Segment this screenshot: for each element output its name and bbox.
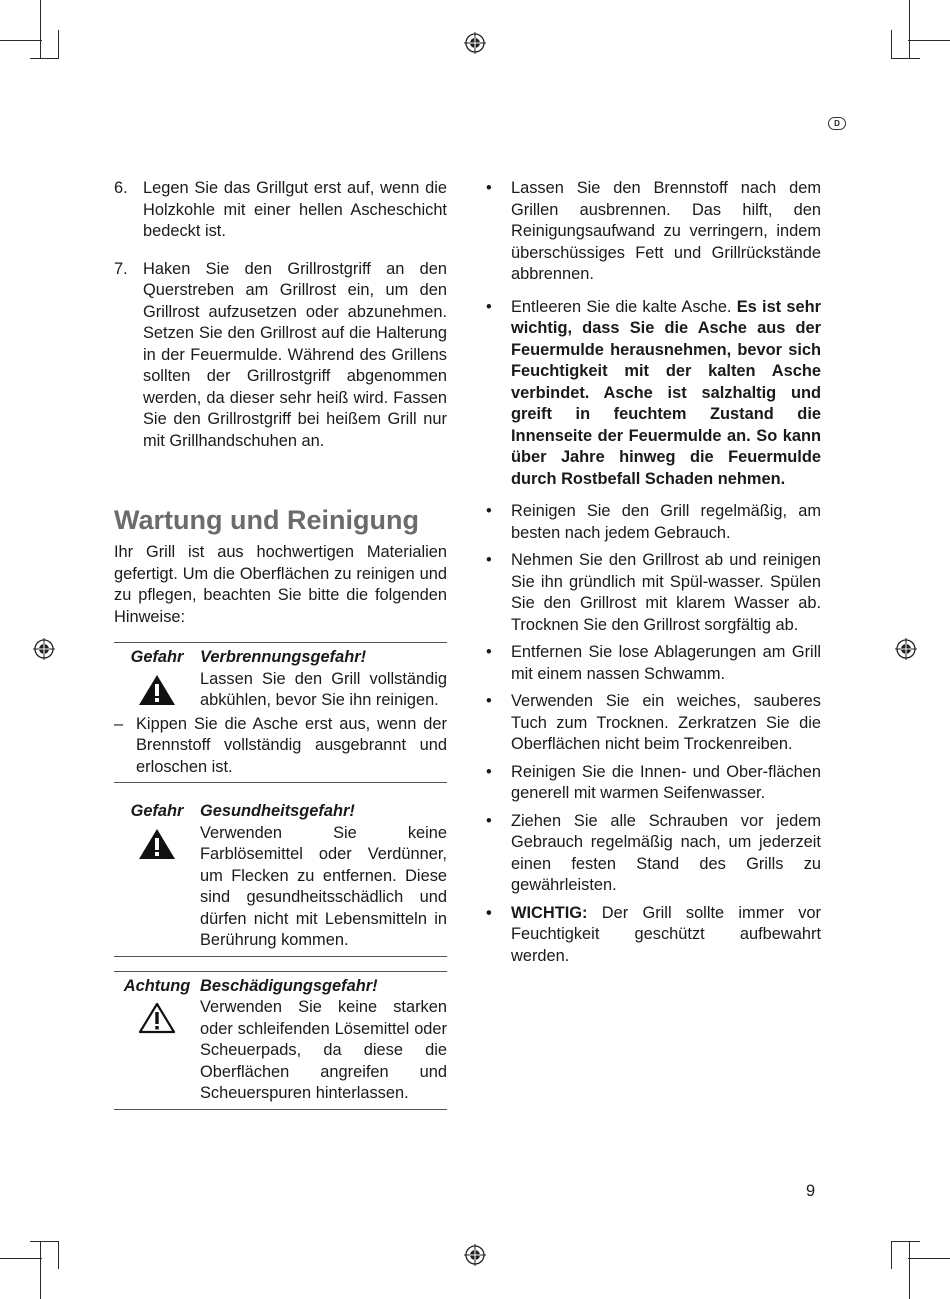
warning-text: Verwenden Sie keine Farblösemittel oder Verdünner, um Flecken zu entfernen. Diese sind gesundheitsschädlich und dürfen nicht mit Lebensmitteln in Berührung kommen. — [200, 823, 447, 949]
warning-triangle-icon — [138, 673, 176, 707]
warning-row — [114, 647, 447, 712]
list-item — [486, 550, 821, 636]
warning-text: Lassen Sie den Grill vollständig abkühlen, bevor Sie ihn reinigen. — [200, 669, 447, 709]
warning-dash-item — [114, 714, 447, 779]
warning-title: Gesundheitsgefahr! — [200, 802, 355, 820]
warning-kind: Gefahr — [130, 648, 184, 666]
warning-row — [114, 801, 447, 952]
list-item — [486, 903, 821, 968]
registration-mark-icon — [33, 638, 55, 660]
list-item — [486, 178, 821, 286]
numbered-step — [114, 178, 447, 243]
crop-mark — [909, 1241, 910, 1299]
list-item — [486, 642, 821, 685]
spacer — [114, 957, 447, 971]
list-item-text: Verwenden Sie ein weiches, sauberes Tuch zum Trocknen. Zerkratzen Sie die Oberflächen nicht beim Trockenreiben. — [511, 692, 821, 753]
bullet-marker: • — [486, 643, 492, 661]
caution-triangle-icon — [138, 1001, 176, 1035]
crop-mark — [891, 1241, 892, 1269]
warning-side — [114, 647, 200, 712]
warning-main — [200, 647, 447, 712]
page-number: 9 — [806, 1182, 816, 1200]
list-item-text: Ziehen Sie alle Schrauben vor jedem Gebrauch regelmäßig nach, um jederzeit einen festen Stand des Grills zu gewährleisten. — [511, 811, 821, 894]
warning-box-damage — [114, 971, 447, 1110]
list-item-text: Reinigen Sie den Grill regelmäßig, am besten nach jedem Gebrauch. — [511, 502, 821, 542]
crop-mark — [891, 58, 920, 59]
crop-mark — [0, 40, 42, 41]
crop-mark — [30, 1241, 59, 1242]
list-item — [486, 297, 821, 491]
list-item-text: Nehmen Sie den Grillrost ab und reinigen Sie ihn gründlich mit Spül-wasser. Spülen Sie den Grillrost mit klarem Wasser ab. Trocknen Sie den Grillrost sorgfältig ab. — [511, 551, 821, 634]
warning-main — [200, 976, 447, 1105]
warning-title: Verbrennungsgefahr! — [200, 648, 367, 666]
dash-text: Kippen Sie die Asche erst aus, wenn der Brennstoff vollständig ausgebrannt und erloschen ist. — [136, 714, 447, 776]
warning-triangle-icon — [138, 827, 176, 861]
registration-mark-icon — [464, 1244, 486, 1266]
list-item-text — [511, 903, 821, 968]
list-item-bold-prefix: WICHTIG: — [511, 903, 588, 922]
crop-mark — [909, 0, 910, 58]
crop-mark — [40, 0, 41, 58]
warning-main — [200, 801, 447, 952]
bullet-marker: • — [486, 297, 492, 316]
crop-mark — [908, 1258, 950, 1259]
list-item-text: Lassen Sie den Brennstoff nach dem Grillen ausbrennen. Das hilft, den Reinigungsaufwand zu verringern, indem überschüssiges Fett und Grillrückstände abbrennen. — [511, 179, 821, 283]
language-badge: D — [828, 117, 846, 130]
warning-side — [114, 976, 200, 1105]
step-number: 6. — [114, 179, 128, 197]
list-item-text: Entfernen Sie lose Ablagerungen am Grill mit einem nassen Schwamm. — [511, 643, 821, 683]
dash-marker: – — [114, 714, 124, 733]
right-column — [486, 178, 821, 973]
step-text: Legen Sie das Grillgut erst auf, wenn die Holzkohle mit einer hellen Ascheschicht bedeckt ist. — [143, 179, 447, 240]
list-item-text-regular: Der Grill sollte immer vor Feuchtigkeit geschützt aufbewahrt werden. — [511, 903, 821, 965]
crop-mark — [891, 1241, 920, 1242]
list-item — [486, 501, 821, 544]
bullet-marker: • — [486, 502, 492, 520]
warning-row — [114, 976, 447, 1105]
crop-mark — [40, 1241, 41, 1299]
section-intro: Ihr Grill ist aus hochwertigen Materialien gefertigt. Um die Oberflächen zu reinigen und zu pflegen, beachten Sie bitte die folgenden Hinweise: — [114, 543, 447, 626]
crop-mark — [30, 58, 59, 59]
numbered-step — [114, 259, 447, 453]
left-column — [114, 178, 447, 1110]
list-item — [486, 762, 821, 805]
list-item-text: Reinigen Sie die Innen- und Ober-flächen generell mit warmen Seifenwasser. — [511, 762, 821, 802]
bullet-marker: • — [486, 692, 492, 710]
warning-kind: Gefahr — [130, 802, 184, 820]
warning-box-health — [114, 783, 447, 957]
bullet-marker: • — [486, 811, 492, 830]
list-item-text — [511, 297, 821, 491]
list-item — [486, 691, 821, 756]
crop-mark — [58, 30, 59, 58]
step-number: 7. — [114, 259, 128, 278]
section-title: Wartung und Reinigung — [114, 505, 419, 535]
crop-mark — [891, 30, 892, 58]
list-item — [486, 811, 821, 897]
step-text: Haken Sie den Grillrostgriff an den Querstreben am Grillrost ein, um den Grillrost aufzusetzen oder abzunehmen. Setzen Sie den Grillrost auf die Halterung in der Feuermulde. Während des Grillens sollten der Grillrostgriff abgenommen werden, da dieser sehr heiß wird. Fassen Sie den Grillrostgriff bei heißem Grill nur mit Grillhandschuhen an. — [143, 259, 447, 450]
warning-box-burn — [114, 642, 447, 783]
warning-title: Beschädigungsgefahr! — [200, 976, 378, 995]
bullet-marker: • — [486, 179, 492, 197]
warning-kind: Achtung — [123, 976, 191, 995]
crop-mark — [908, 40, 950, 41]
list-item-text-bold: Es ist sehr wichtig, dass Sie die Asche aus der Feuermulde herausnehmen, bevor sich Feuchtigkeit mit der kalten Asche verbindet. Asche ist salzhaltig und greift in feuchtem Zustand die Innenseite der Feuermulde an. So kann über Jahre hinweg die Feuermulde durch Rostbefall Schaden nehmen. — [511, 297, 822, 488]
bullet-marker: • — [486, 762, 492, 781]
warning-side — [114, 801, 200, 952]
list-item-text-regular: Entleeren Sie die kalte Asche. — [511, 297, 737, 316]
bullet-marker: • — [486, 551, 492, 569]
crop-mark — [0, 1258, 42, 1259]
bullet-marker: • — [486, 903, 492, 922]
crop-mark — [58, 1241, 59, 1269]
registration-mark-icon — [464, 32, 486, 54]
registration-mark-icon — [895, 638, 917, 660]
warning-text: Verwenden Sie keine starken oder schleifenden Lösemittel oder Scheuerpads, da diese die Oberflächen angreifen und Scheuerspuren hinterlassen. — [200, 998, 447, 1102]
